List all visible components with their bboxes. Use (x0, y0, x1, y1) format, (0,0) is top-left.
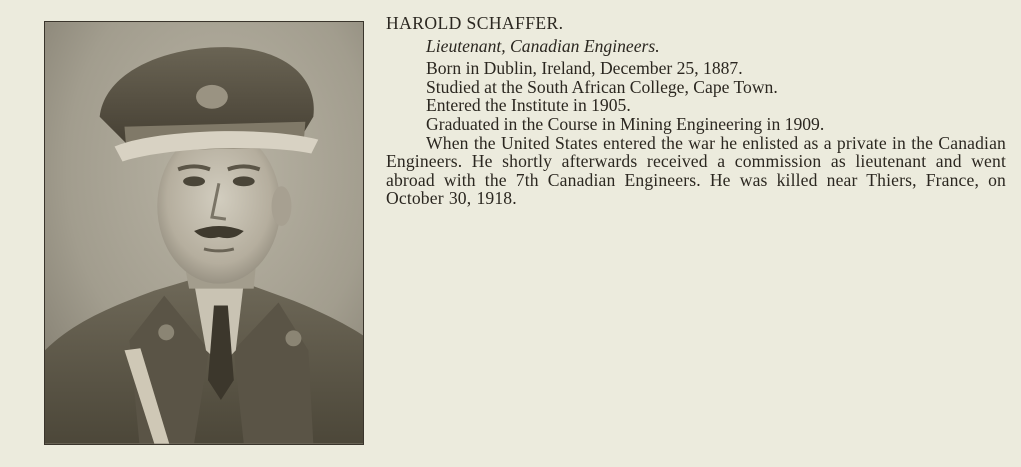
biography-text (386, 14, 1006, 208)
soldier-portrait-photo (44, 21, 364, 445)
portrait-illustration (45, 22, 363, 444)
war-service-narrative: When the United States entered the war he enlisted as a private in the Canadian Engineers. He shortly afterwards received a commission as lieutenant and went abroad with the 7th Canadian Engineers. He was killed near Thiers, France, on October 30, 1918. (386, 132, 1006, 209)
education-fact: Studied at the South African College, Cape Town. (426, 76, 778, 97)
graduation-fact: Graduated in the Course in Mining Engineering in 1909. (426, 113, 825, 134)
person-name: HAROLD SCHAFFER. (386, 13, 564, 33)
birth-fact: Born in Dublin, Ireland, December 25, 1887. (426, 58, 743, 79)
military-rank: Lieutenant, Canadian Engineers. (426, 35, 660, 56)
institute-entry-fact: Entered the Institute in 1905. (426, 95, 631, 116)
